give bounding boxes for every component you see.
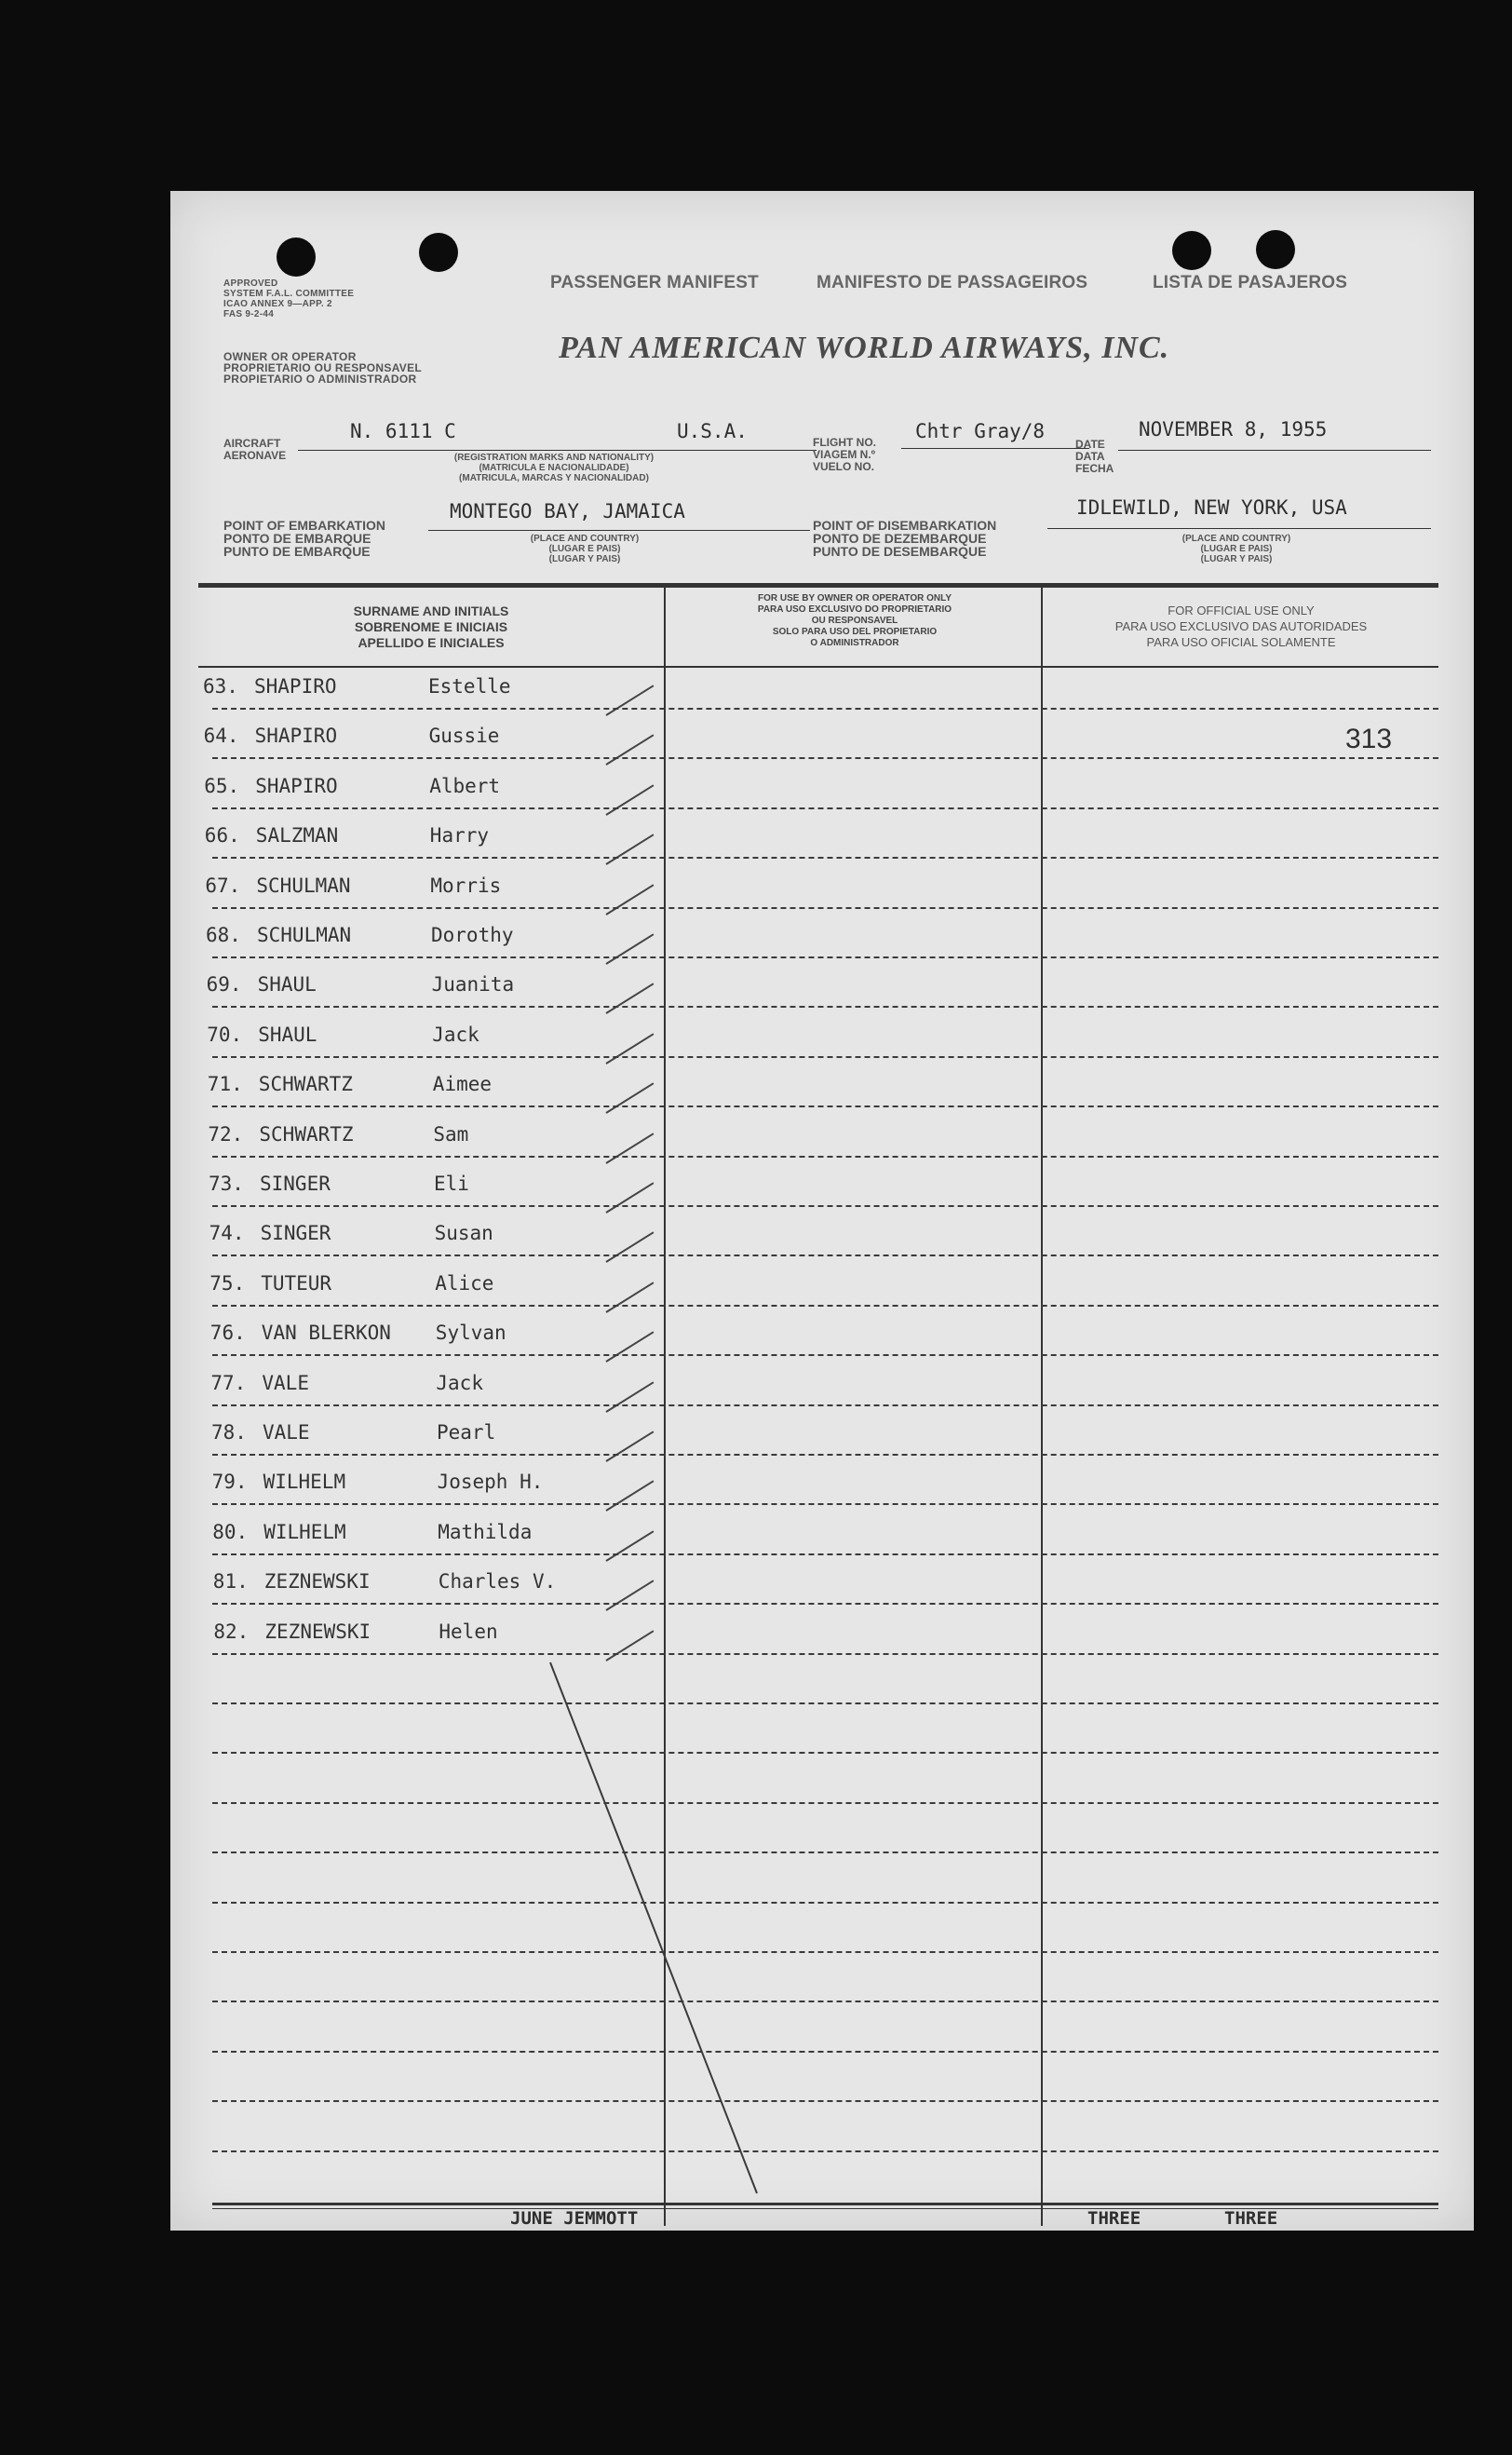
disembark-label-line: PUNTO DE DESEMBARQUE: [813, 544, 987, 559]
embark-label-line: PONTO DE EMBARQUE: [223, 531, 371, 546]
passenger-surname: SCHWARTZ: [259, 1123, 354, 1146]
passenger-given-name: Mathilda: [438, 1521, 533, 1543]
passenger-given-name: Charles V.: [438, 1570, 557, 1593]
owner-line: PROPRIETARIO OU RESPONSAVEL: [223, 361, 423, 374]
passenger-given-name: Gussie: [428, 725, 500, 747]
passenger-given-name: Harry: [429, 824, 490, 847]
disembark-label-line: POINT OF DISEMBARKATION: [813, 518, 997, 533]
passenger-surname: SALZMAN: [255, 824, 339, 847]
passenger-given-name: Dorothy: [431, 924, 514, 946]
header-line: PARA USO OFICIAL SOLAMENTE: [1146, 635, 1336, 649]
passenger-number: 79.: [211, 1471, 248, 1493]
passenger-number: 73.: [209, 1173, 244, 1195]
passenger-surname: SHAPIRO: [254, 675, 337, 698]
disembarkation-place: IDLEWILD, NEW YORK, USA: [1076, 496, 1347, 519]
airline-name: PAN AMERICAN WORLD AIRWAYS, INC.: [559, 331, 1170, 365]
header-line: SURNAME AND INITIALS: [353, 604, 509, 618]
passenger-given-name: Estelle: [428, 675, 511, 698]
passenger-number: 81.: [212, 1570, 249, 1593]
passenger-surname: SHAPIRO: [254, 725, 338, 747]
passenger-number: 77.: [210, 1372, 247, 1394]
passenger-given-name: Joseph H.: [437, 1471, 544, 1493]
header-line: PARA USO EXCLUSIVO DO PROPRIETARIO: [757, 604, 952, 615]
passenger-surname: SCHULMAN: [257, 924, 352, 946]
header-line: O ADMINISTRADOR: [810, 638, 899, 648]
owner-line: OWNER OR OPERATOR: [223, 350, 357, 363]
passenger-number: 65.: [204, 775, 240, 797]
passenger-surname: WILHELM: [263, 1471, 346, 1493]
passenger-number: 67.: [205, 875, 241, 897]
passenger-given-name: Sam: [433, 1123, 469, 1146]
passenger-number: 74.: [209, 1222, 245, 1244]
passenger-given-name: Juanita: [431, 973, 515, 996]
caption-line: (LUGAR Y PAIS): [548, 554, 621, 564]
approved-line: ICAO ANNEX 9—APP. 2: [223, 299, 332, 309]
caption-line: (MATRICULA, MARCAS Y NACIONALIDAD): [459, 473, 649, 483]
flight-date: NOVEMBER 8, 1955: [1139, 418, 1328, 441]
pen-stroke: [170, 191, 1474, 2231]
aircraft-nationality: U.S.A.: [677, 420, 748, 442]
flight-number: Chtr Gray/8: [915, 420, 1046, 442]
passenger-number: 76.: [209, 1322, 246, 1344]
approved-line: APPROVED: [223, 278, 278, 289]
passenger-given-name: Eli: [434, 1173, 469, 1195]
passenger-number: 82.: [213, 1621, 250, 1643]
passenger-surname: ZEZNEWSKI: [264, 1621, 371, 1643]
passenger-number: 70.: [207, 1024, 243, 1046]
caption-line: (LUGAR E PAIS): [1200, 544, 1273, 554]
date-label-line: DATA: [1075, 450, 1105, 463]
owner-line: PROPIETARIO O ADMINISTRADOR: [223, 373, 417, 386]
passenger-number: 71.: [207, 1073, 243, 1095]
embarkation-place: MONTEGO BAY, JAMAICA: [450, 500, 685, 522]
passenger-given-name: Pearl: [437, 1421, 496, 1444]
embark-label-line: POINT OF EMBARKATION: [223, 518, 385, 533]
date-label-line: FECHA: [1075, 462, 1114, 475]
passenger-surname: SHAUL: [258, 1024, 317, 1046]
passenger-surname: VALE: [263, 1421, 310, 1444]
header-line: FOR OFFICIAL USE ONLY: [1168, 604, 1315, 617]
passenger-surname: VALE: [262, 1372, 309, 1394]
passenger-number: 72.: [208, 1123, 244, 1146]
aircraft-registration: N. 6111 C: [350, 420, 456, 442]
passenger-surname: SHAUL: [257, 973, 317, 996]
passenger-number: 75.: [209, 1272, 246, 1295]
passenger-given-name: Jack: [432, 1024, 479, 1046]
caption-line: (PLACE AND COUNTRY): [1181, 534, 1291, 544]
flight-label-line: VUELO NO.: [813, 460, 875, 473]
caption-line: (PLACE AND COUNTRY): [530, 534, 640, 544]
passenger-given-name: Sylvan: [435, 1322, 506, 1344]
passenger-given-name: Morris: [430, 875, 502, 897]
passenger-given-name: Susan: [434, 1222, 493, 1244]
caption-line: (LUGAR Y PAIS): [1200, 554, 1273, 564]
passenger-number: 69.: [206, 973, 242, 996]
passenger-number: 68.: [206, 924, 241, 946]
flight-label-line: VIAGEM N.º: [813, 448, 876, 461]
header-line: OU RESPONSAVEL: [811, 616, 898, 626]
passenger-number: 66.: [204, 824, 240, 847]
official-stamp: 313: [1345, 724, 1393, 754]
passenger-given-name: Albert: [429, 775, 501, 797]
approved-line: SYSTEM F.A.L. COMMITTEE: [223, 289, 355, 299]
passenger-given-name: Helen: [439, 1621, 498, 1643]
caption-line: (LUGAR E PAIS): [548, 544, 621, 554]
passenger-surname: SHAPIRO: [255, 775, 338, 797]
passenger-number: 80.: [212, 1521, 249, 1543]
passenger-number: 78.: [211, 1421, 247, 1444]
footer-count-1: THREE: [1087, 2208, 1141, 2229]
flight-label-line: FLIGHT NO.: [813, 436, 876, 449]
header-line: SOLO PARA USO DEL PROPIETARIO: [772, 627, 938, 637]
footer-count-2: THREE: [1224, 2208, 1278, 2229]
title-portuguese: MANIFESTO DE PASSAGEIROS: [817, 273, 1088, 292]
passenger-surname: TUTEUR: [261, 1272, 332, 1295]
header-line: SOBRENOME E INICIAIS: [354, 619, 508, 634]
aircraft-label-es: AERONAVE: [223, 449, 287, 462]
footer-name: JUNE JEMMOTT: [510, 2208, 639, 2229]
passenger-surname: ZEZNEWSKI: [263, 1570, 371, 1593]
passenger-number: 63.: [203, 675, 238, 698]
passenger-given-name: Jack: [436, 1372, 483, 1394]
date-label-line: DATE: [1075, 438, 1105, 451]
caption-line: (MATRICULA E NACIONALIDADE): [479, 463, 629, 473]
caption-line: (REGISTRATION MARKS AND NATIONALITY): [453, 453, 655, 463]
passenger-number: 64.: [203, 725, 239, 747]
passenger-surname: VAN BLERKON: [261, 1322, 391, 1344]
aircraft-label-en: AIRCRAFT: [223, 437, 281, 450]
title-spanish: LISTA DE PASAJEROS: [1153, 273, 1348, 292]
passenger-surname: SINGER: [260, 1173, 331, 1195]
title-english: PASSENGER MANIFEST: [550, 273, 759, 292]
passenger-surname: SCHULMAN: [256, 875, 351, 897]
passenger-surname: WILHELM: [263, 1521, 346, 1543]
header-line: APELLIDO E INICIALES: [358, 635, 505, 650]
disembark-label-line: PONTO DE DEZEMBARQUE: [813, 531, 987, 546]
manifest-sheet: [170, 191, 1474, 2231]
footer-rule: [212, 2203, 1438, 2205]
header-line: FOR USE BY OWNER OR OPERATOR ONLY: [758, 593, 952, 604]
passenger-given-name: Aimee: [432, 1073, 493, 1095]
passenger-surname: SCHWARTZ: [258, 1073, 353, 1095]
embark-label-line: PUNTO DE EMBARQUE: [223, 544, 371, 559]
header-line: PARA USO EXCLUSIVO DAS AUTORIDADES: [1114, 619, 1368, 633]
approved-line: FAS 9-2-44: [223, 309, 275, 319]
passenger-given-name: Alice: [435, 1272, 494, 1295]
passenger-surname: SINGER: [260, 1222, 331, 1244]
